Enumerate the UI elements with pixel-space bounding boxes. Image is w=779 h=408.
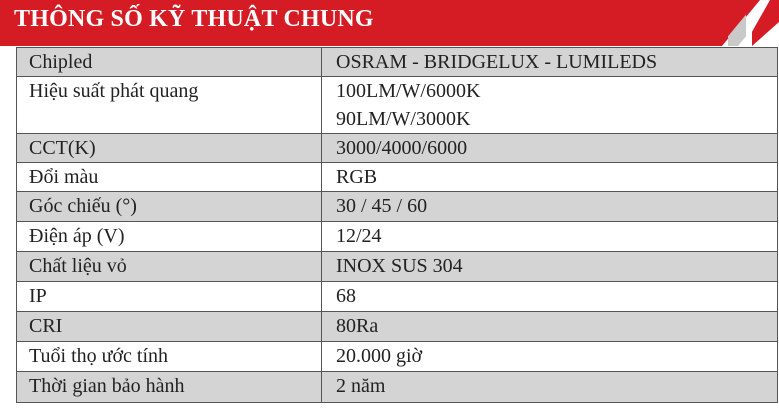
spec-value-line: 30 / 45 / 60 (336, 195, 428, 217)
spec-value-line: OSRAM - BRIDGELUX - LUMILEDS (336, 51, 658, 73)
spec-label: Điện áp (V) (17, 222, 322, 252)
spec-value-line: 3000/4000/6000 (336, 137, 468, 159)
header-title: THÔNG SỐ KỸ THUẬT CHUNG (14, 6, 374, 32)
spec-table (16, 47, 778, 403)
table-row (17, 372, 778, 403)
spec-value (322, 77, 778, 134)
spec-value-line: 68 (336, 285, 356, 307)
spec-value (322, 222, 778, 252)
table-row (17, 342, 778, 372)
spec-value (322, 372, 778, 403)
spec-value-line: INOX SUS 304 (336, 255, 463, 277)
spec-value (322, 192, 778, 222)
spec-value-line: 2 năm (336, 375, 386, 397)
table-row (17, 312, 778, 342)
spec-label: IP (17, 282, 322, 312)
table-row (17, 163, 778, 192)
spec-value-line: 100LM/W/6000K (336, 80, 481, 102)
spec-value-line: RGB (336, 166, 378, 188)
spec-label: Góc chiếu (°) (17, 192, 322, 222)
spec-value-line: 90LM/W/3000K (336, 108, 471, 130)
table-row (17, 282, 778, 312)
spec-value-line: 12/24 (336, 225, 382, 247)
spec-value (322, 342, 778, 372)
spec-label: Chất liệu vỏ (17, 252, 322, 282)
spec-value (322, 252, 778, 282)
table-row (17, 77, 778, 134)
header-banner (0, 0, 779, 46)
spec-value (322, 312, 778, 342)
spec-label: CCT(K) (17, 134, 322, 163)
table-row (17, 252, 778, 282)
table-row (17, 192, 778, 222)
table-row (17, 48, 778, 77)
header-red-stripe (752, 0, 779, 46)
spec-label: Đổi màu (17, 163, 322, 192)
spec-value (322, 163, 778, 192)
spec-label: Hiệu suất phát quang (17, 77, 322, 134)
spec-label: CRI (17, 312, 322, 342)
spec-value-line: 80Ra (336, 315, 379, 337)
spec-value (322, 282, 778, 312)
spec-value (322, 48, 778, 77)
spec-label: Thời gian bảo hành (17, 372, 322, 403)
spec-label: Chipled (17, 48, 322, 77)
table-row (17, 134, 778, 163)
spec-table-body (17, 48, 778, 403)
spec-value-line: 20.000 giờ (336, 345, 423, 367)
spec-label: Tuổi thọ ước tính (17, 342, 322, 372)
spec-value (322, 134, 778, 163)
table-row (17, 222, 778, 252)
